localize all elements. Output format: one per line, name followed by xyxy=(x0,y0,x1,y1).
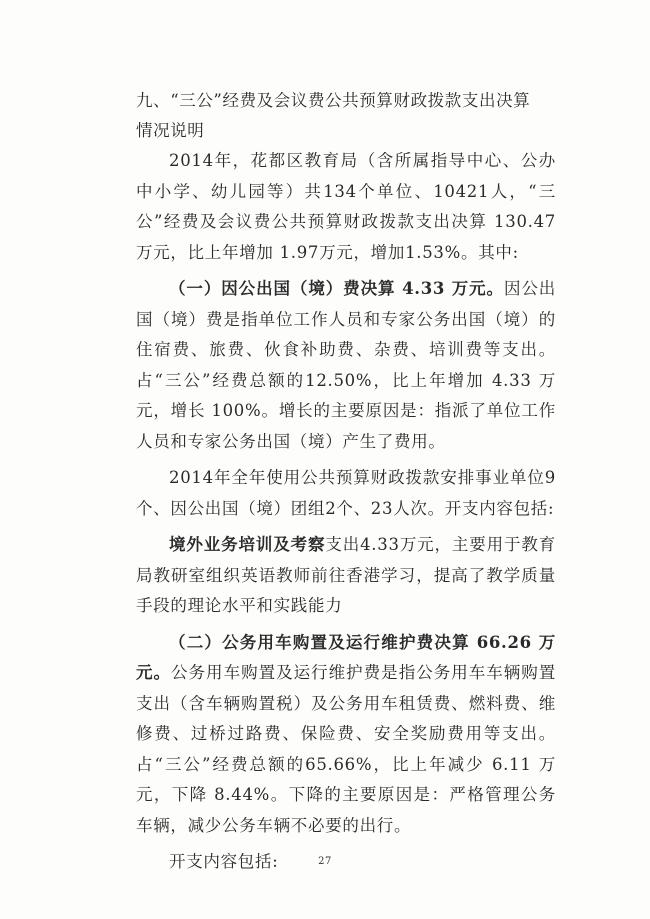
section-title-line2: 情况说明 xyxy=(136,121,205,140)
travel-body: 因公出国（境）费是指单位工作人员和专家公务出国（境）的住宿费、旅费、伙食补助费、杂费、培训费等支出。占“三公”经费总额的12.50%，比上年增加 4.33 万元，增长 100%。增长的主要原因是：指派了单位工作人员和专家公务出国（境）产生了费用。 xyxy=(136,279,557,451)
page-content xyxy=(136,86,556,878)
travel-paragraph xyxy=(136,274,556,457)
vehicle-body: 公务用车购置及运行维护费是指公务用车车辆购置支出（含车辆购置税）及公务用车租赁费、燃料费、维修费、过桥过路费、保险费、安全奖励费用等支出。占“三公”经费总额的65.66%，比上年减少 6.11 万元，下降 8.44%。下降的主要原因是：严格管理公务车辆，减少公务车辆不必要的出行。 xyxy=(136,663,556,835)
travel-usage-paragraph: 2014年全年使用公共预算财政拨款安排事业单位9个、因公出国（境）团组2个、23人次。开支内容包括: xyxy=(136,468,556,518)
travel-item-label: 境外业务培训及考察 xyxy=(169,535,326,554)
travel-heading: （一）因公出国（境）费决算 4.33 万元。 xyxy=(169,279,504,298)
page-number: 27 xyxy=(318,856,332,867)
intro-paragraph: 2014年，花都区教育局（含所属指导中心、公办中小学、幼儿园等）共134个单位、10421人，“三公”经费及会议费公共预算财政拨款支出决算 130.47 万元，比上年增加 1.97万元，增加1.53%。其中: xyxy=(136,151,556,262)
travel-item-body: 支出4.33万元，主要用于教育局教研室组织英语教师前往香港学习，提高了教学质量手段的理论水平和实践能力 xyxy=(136,535,556,615)
section-title xyxy=(136,86,556,146)
vehicle-paragraph xyxy=(136,628,556,842)
vehicle-heading: （二）公务用车购置及运行维护费决算 66.26 万元。 xyxy=(136,632,556,682)
travel-item-paragraph xyxy=(136,530,556,622)
section-title-line1: 九、“三公”经费及会议费公共预算财政拨款支出决算 xyxy=(136,91,531,110)
vehicle-usage-paragraph: 开支内容包括: xyxy=(169,852,279,871)
